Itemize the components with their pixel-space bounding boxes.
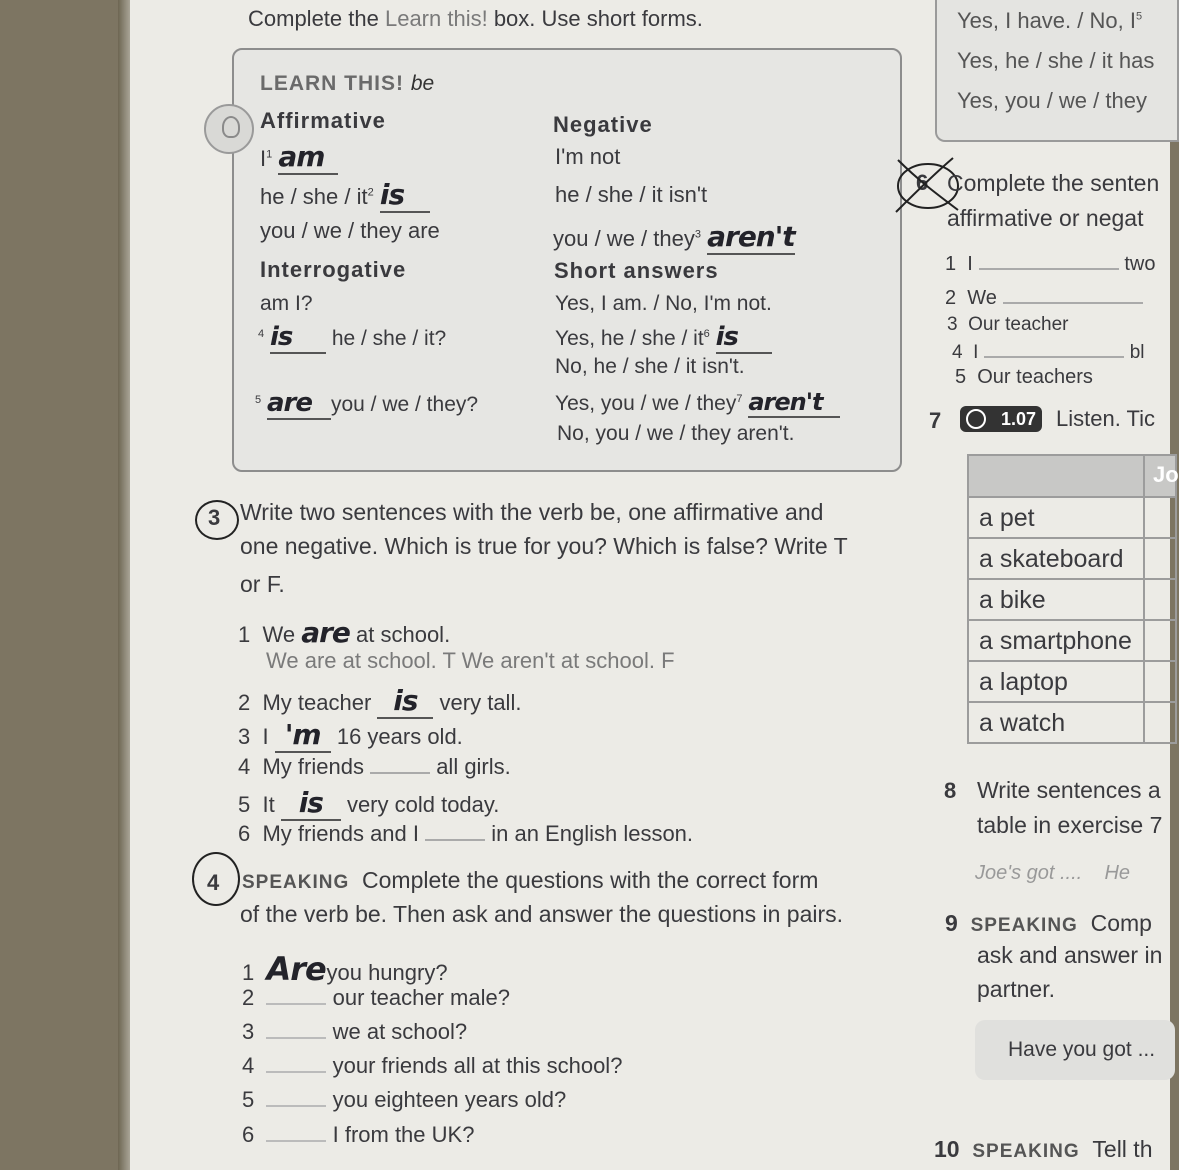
negative-row-2: he / she / it isn't bbox=[555, 182, 708, 207]
headphones-icon bbox=[966, 409, 986, 429]
affirmative-heading: Affirmative bbox=[260, 108, 386, 133]
ex4-answer-2[interactable] bbox=[266, 985, 326, 1005]
ex4-item-6: 6 I from the UK? bbox=[242, 1122, 475, 1147]
ex3-item-3: 3 I 'm 16 years old. bbox=[238, 718, 463, 751]
interrogative-row-1: am I? bbox=[260, 292, 313, 315]
short-answer-2: Yes, he / she / $it^6$ is bbox=[555, 322, 772, 354]
answer-5[interactable]: are bbox=[267, 388, 331, 420]
interrogative-row-2: $^4$ is he / she / it? bbox=[258, 322, 447, 352]
right-box-line-3: Yes, you / we / they bbox=[957, 88, 1147, 113]
answer-7[interactable]: aren't bbox=[748, 388, 840, 418]
exercise-7-text: Listen. Tic bbox=[1056, 406, 1156, 431]
ex4-item-3: 3 we at school? bbox=[242, 1019, 468, 1044]
ex6-item-3: 3 Our teacher bbox=[947, 314, 1069, 335]
exercise-4-number: 4 bbox=[207, 870, 220, 895]
speech-bubble-text: Have you got ... bbox=[1008, 1038, 1156, 1061]
exercise-3-line-2: one negative. Which is true for you? Which is false? Write T bbox=[240, 533, 848, 559]
ex4-item-1: 1 Areyou hungry? bbox=[242, 950, 448, 988]
exercise-4-line-2: of the verb be. Then ask and answer the questions in pairs. bbox=[240, 901, 844, 927]
exercise-3-number: 3 bbox=[208, 505, 221, 530]
exercise-4-line-1: SPEAKING Complete the questions with the correct form bbox=[242, 867, 819, 893]
ex6-item-1: 1 I two bbox=[945, 253, 1156, 275]
short-answer-4: Yes, you / we / they$^7$ aren't bbox=[555, 388, 840, 418]
possessions-table bbox=[967, 454, 1177, 744]
ex3-answer-4[interactable] bbox=[370, 752, 430, 774]
interrogative-heading: Interrogative bbox=[260, 257, 407, 282]
exercise-6-line-2: affirmative or negat bbox=[947, 205, 1144, 231]
ex6-item-5: 5 Our teachers bbox=[955, 366, 1093, 388]
exercise-6-line-1: Complete the senten bbox=[947, 170, 1160, 196]
exercise-9-line-3: partner. bbox=[977, 976, 1055, 1002]
ex3-answer-6[interactable] bbox=[425, 819, 485, 841]
exercise-3-line-3: or F. bbox=[240, 571, 285, 597]
negative-heading: Negative bbox=[553, 112, 653, 137]
instruction-learn-this: Complete the Learn this! box. Use short forms. bbox=[248, 6, 703, 31]
ex6-item-4: 4 I bl bbox=[952, 342, 1145, 363]
affirmative-row-3: you / we / they are bbox=[260, 218, 440, 243]
ex6-item-2: 2 We bbox=[945, 287, 1143, 310]
ex4-answer-4[interactable] bbox=[266, 1053, 326, 1073]
answer-3[interactable]: aren't bbox=[707, 220, 795, 253]
ex4-answer-6[interactable] bbox=[266, 1122, 326, 1142]
ex3-item-4: 4 My friends all girls. bbox=[238, 754, 511, 779]
ex3-answer-3[interactable]: 'm bbox=[275, 718, 331, 753]
table-row: a watch bbox=[967, 703, 1177, 744]
exercise-3-line-1: Write two sentences with the verb be, one affirmative and bbox=[240, 499, 824, 525]
learn-this-title: LEARN THIS! be bbox=[260, 72, 435, 95]
exercise-8-line-1: Write sentences a bbox=[977, 777, 1161, 803]
exercise-8-number: 8 bbox=[944, 778, 957, 803]
table-row: a bike bbox=[967, 580, 1177, 621]
ex4-answer-3[interactable] bbox=[266, 1019, 326, 1039]
affirmative-row-2: he / she / $it^2$ is bbox=[260, 178, 430, 213]
ex4-item-4: 4 your friends all at this school? bbox=[242, 1053, 623, 1078]
ex3-example: We are at school. T We aren't at school. F bbox=[266, 648, 675, 673]
ex4-item-2: 2 our teacher male? bbox=[242, 985, 510, 1010]
ex3-answer-5[interactable]: is bbox=[281, 786, 341, 821]
audio-track-badge[interactable]: 1.07 bbox=[960, 406, 1042, 432]
exercise-10-line: 10 SPEAKING Tell th bbox=[934, 1136, 1153, 1162]
answer-2[interactable]: is bbox=[380, 178, 430, 213]
table-row: a smartphone bbox=[967, 621, 1177, 662]
short-answer-3: No, he / she / it isn't. bbox=[555, 355, 745, 378]
table-row: a laptop bbox=[967, 662, 1177, 703]
ex3-answer-1[interactable]: are bbox=[301, 616, 350, 649]
negative-row-1: I'm not bbox=[555, 144, 621, 169]
ex3-item-2: 2 My teacher is very tall. bbox=[238, 684, 522, 717]
interrogative-row-3: $^5$ are you / we / they? bbox=[255, 388, 479, 418]
short-answer-1: Yes, I am. / No, I'm not. bbox=[555, 292, 772, 315]
table-header: Jo bbox=[967, 454, 1177, 498]
answer-6[interactable]: is bbox=[716, 322, 772, 354]
short-answers-heading: Short answers bbox=[554, 258, 719, 283]
right-box-line-1: Yes, I have. / No, $I^5$ bbox=[957, 8, 1143, 33]
ex3-item-1: 1 We are at school. bbox=[238, 616, 451, 649]
ex4-item-5: 5 you eighteen years old? bbox=[242, 1087, 567, 1112]
answer-1[interactable]: am bbox=[278, 140, 338, 175]
lightbulb-icon bbox=[204, 104, 254, 154]
table-row: a skateboard bbox=[967, 539, 1177, 580]
exercise-8-example: Joe's got .... He bbox=[975, 862, 1131, 884]
table-row: a pet bbox=[967, 498, 1177, 539]
ex3-item-5: 5 It is very cold today. bbox=[238, 786, 500, 819]
ex3-answer-2[interactable]: is bbox=[377, 684, 433, 719]
exercise-7-number: 7 bbox=[929, 408, 942, 433]
ex4-answer-5[interactable] bbox=[266, 1087, 326, 1107]
ex3-item-6: 6 My friends and I in an English lesson. bbox=[238, 821, 694, 846]
exercise-6-number: 6 bbox=[916, 170, 929, 195]
ex4-answer-1[interactable]: Are bbox=[266, 950, 326, 988]
exercise-9-line-1: 9 SPEAKING Comp bbox=[945, 910, 1152, 936]
answer-4[interactable]: is bbox=[270, 322, 326, 354]
exercise-8-line-2: table in exercise 7 bbox=[977, 812, 1163, 838]
affirmative-row-1: $I^1$ am bbox=[260, 140, 338, 175]
right-box-line-2: Yes, he / she / it has bbox=[957, 48, 1155, 73]
short-answer-5: No, you / we / they aren't. bbox=[557, 422, 795, 445]
exercise-9-line-2: ask and answer in bbox=[977, 942, 1163, 968]
negative-row-3: you / we / they$^3$ aren't bbox=[553, 220, 795, 253]
